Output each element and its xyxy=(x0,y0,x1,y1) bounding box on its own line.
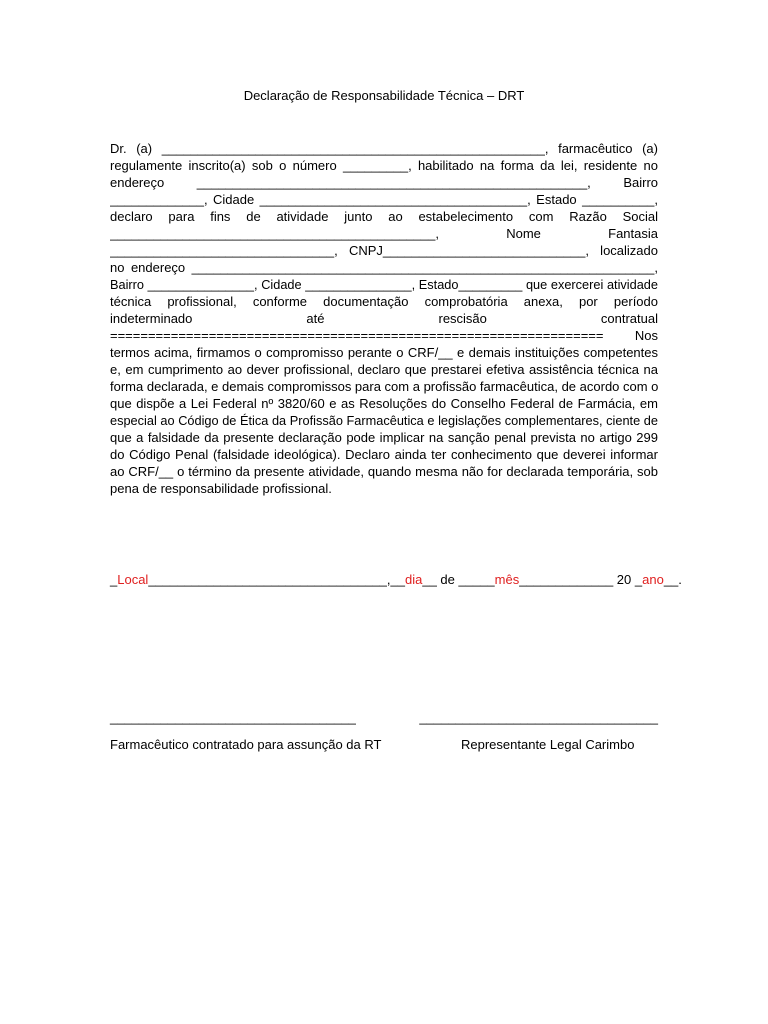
pharmacist-signature-line: __________________________________ xyxy=(110,710,356,725)
paragraph-line: que a falsidade da presente declaração pode implicar na sanção penal prevista no artigo 299 xyxy=(110,430,658,445)
month-placeholder: mês xyxy=(494,572,520,587)
month-blank: _____________ 20 _ xyxy=(519,572,643,587)
paragraph-line: pena de responsabilidade profissional. xyxy=(110,481,332,496)
document-title: Declaração de Responsabilidade Técnica – DRT xyxy=(243,88,525,103)
paragraph-line: no endereço ________________________________________________________________, xyxy=(110,260,658,275)
local-blank: _________________________________,__ xyxy=(148,572,405,587)
representative-signature-label: Representante Legal Carimbo xyxy=(461,737,635,752)
declaration-paragraph xyxy=(110,140,658,497)
paragraph-line: ================================================================= Nos xyxy=(110,328,658,343)
paragraph-line: endereço ______________________________________________________, Bairro xyxy=(110,175,658,190)
paragraph-line: Bairro _______________, Cidade _______________, Estado_________ que exercerei atividade xyxy=(110,277,658,292)
place-date-line xyxy=(110,571,682,588)
paragraph-line: _______________________________, CNPJ____________________________, localizado xyxy=(110,243,658,258)
paragraph-line: indeterminado até rescisão contratual xyxy=(110,311,658,326)
paragraph-line: declaro para fins de atividade junto ao estabelecimento com Razão Social xyxy=(110,209,658,224)
paragraph-line: termos acima, firmamos o compromisso perante o CRF/__ e demais instituições competentes xyxy=(110,345,658,360)
day-placeholder: dia xyxy=(404,572,423,587)
paragraph-line: _____________, Cidade _____________________________________, Estado __________, xyxy=(110,192,658,207)
local-placeholder: Local xyxy=(117,572,149,587)
paragraph-line: especial ao Código de Ética da Profissão Farmacêutica e legislações complementares, ciente de xyxy=(110,413,658,428)
date-prefix: _ xyxy=(110,572,118,587)
paragraph-line: que dispõe a Lei Federal nº 3820/60 e as Resoluções do Conselho Federal de Farmácia, em xyxy=(110,396,658,411)
date-suffix: __. xyxy=(663,572,682,587)
day-blank: __ de _____ xyxy=(422,572,495,587)
year-placeholder: ano xyxy=(642,572,664,587)
paragraph-line: Dr. (a) _____________________________________________________, farmacêutico (a) xyxy=(110,141,658,156)
paragraph-line: do Código Penal (falsidade ideológica). Declaro ainda ter conhecimento que deverei informar xyxy=(110,447,658,462)
paragraph-line: ao CRF/__ o término da presente atividade, quando mesma não for declarada temporária, sob xyxy=(110,464,658,479)
pharmacist-signature-label: Farmacêutico contratado para assunção da RT xyxy=(110,737,382,752)
paragraph-line: _____________________________________________, Nome Fantasia xyxy=(110,226,658,241)
representative-signature-line: _________________________________ xyxy=(419,710,658,725)
paragraph-line: técnica profissional, conforme documentação comprobatória anexa, por período xyxy=(110,294,658,309)
paragraph-line: forma declarada, e demais compromissos para com a profissão farmacêutica, de acordo com o xyxy=(110,379,658,394)
paragraph-line: regulamente inscrito(a) sob o número _________, habilitado na forma da lei, residente no xyxy=(110,158,658,173)
signature-block xyxy=(110,709,658,769)
paragraph-line: e, em cumprimento ao dever profissional, declaro que prestarei efetiva assistência técnica na xyxy=(110,362,658,377)
